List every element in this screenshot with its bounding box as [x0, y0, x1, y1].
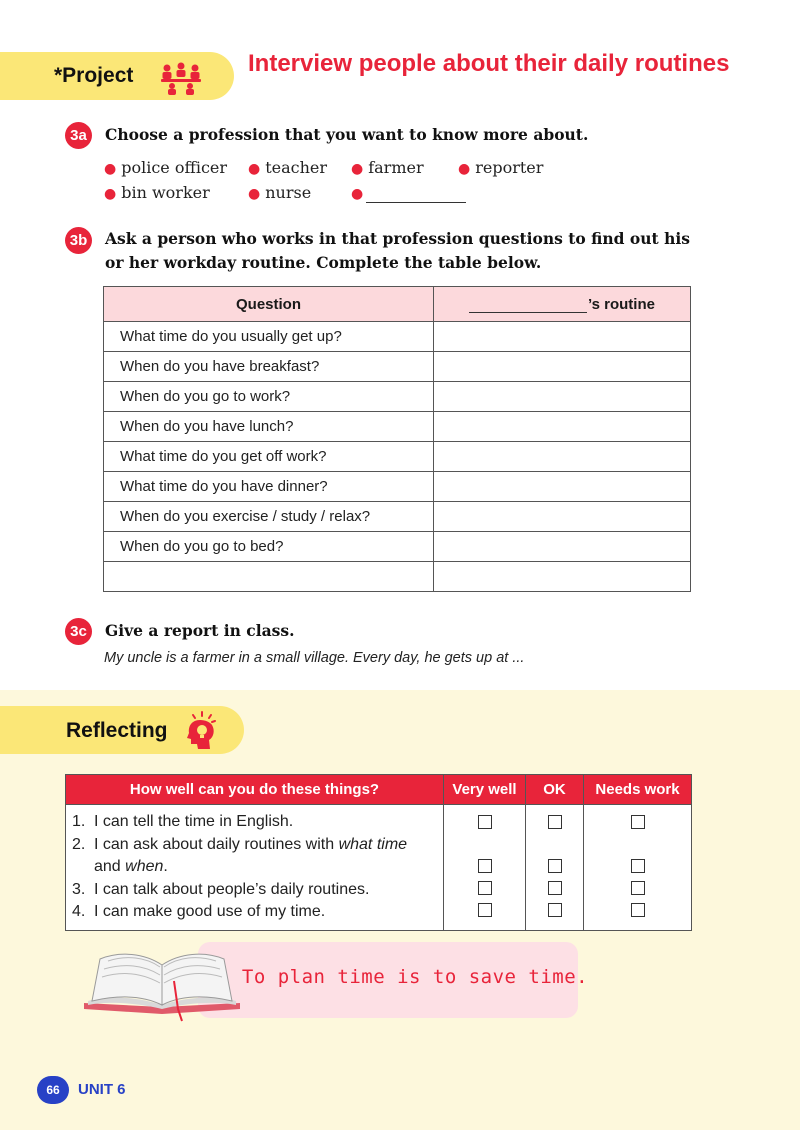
reflect-item: 4. I can make good use of my time. — [72, 903, 326, 920]
answer-cell[interactable] — [434, 382, 691, 412]
option-item: ● teacher — [248, 158, 328, 177]
question-header: Question — [104, 287, 434, 322]
quote-text: To plan time is to save time. — [241, 966, 589, 988]
option-item: ● reporter — [458, 158, 544, 177]
reflecting-table — [65, 774, 692, 931]
option-item: ● bin worker — [104, 183, 210, 202]
table-row — [104, 532, 691, 562]
table-row — [104, 502, 691, 532]
reflect-header-needs-work: Needs work — [584, 775, 692, 805]
name-blank[interactable] — [469, 297, 587, 313]
option-item: ● farmer — [351, 158, 424, 177]
checkbox-very-well[interactable] — [478, 903, 492, 917]
reflect-header-very-well: Very well — [444, 775, 526, 805]
checkbox-ok[interactable] — [548, 903, 562, 917]
table-row — [104, 322, 691, 352]
task-badge-3c: 3c — [65, 618, 92, 645]
task-3c-instruction: Give a report in class. — [105, 621, 295, 640]
reflecting-label: Reflecting — [66, 719, 168, 742]
reflect-item: 1. I can tell the time in English. — [72, 813, 294, 830]
reflect-item: 2. I can ask about daily routines with what time — [72, 835, 408, 853]
table-row — [104, 382, 691, 412]
question-cell: When do you have breakfast? — [104, 352, 434, 382]
task-3a-instruction: Choose a profession that you want to know more about. — [105, 125, 589, 144]
routine-header: ’s routine — [434, 287, 691, 322]
question-cell: When do you exercise / study / relax? — [104, 502, 434, 532]
reflect-header-ok: OK — [526, 775, 584, 805]
reflect-header-skill: How well can you do these things? — [66, 775, 444, 805]
option-item: ● nurse — [248, 183, 312, 202]
option-blank-line[interactable] — [366, 202, 466, 203]
answer-cell[interactable] — [434, 352, 691, 382]
checkbox-ok[interactable] — [548, 815, 562, 829]
table-row — [104, 352, 691, 382]
ok-column — [526, 805, 584, 931]
question-cell[interactable] — [104, 562, 434, 592]
answer-cell[interactable] — [434, 412, 691, 442]
very-well-column — [444, 805, 526, 931]
question-cell: What time do you have dinner? — [104, 472, 434, 502]
task-3b-instruction: Ask a person who works in that profession questions to find out his or her workday routine. Complete the table below. — [105, 229, 690, 272]
task-badge-3a: 3a — [65, 122, 92, 149]
answer-cell[interactable] — [434, 442, 691, 472]
answer-cell[interactable] — [434, 502, 691, 532]
checkbox-very-well[interactable] — [478, 881, 492, 895]
answer-cell[interactable] — [434, 322, 691, 352]
project-title: Interview people about their daily routines — [248, 50, 730, 77]
checkbox-needs-work[interactable] — [631, 881, 645, 895]
example-sentence: My uncle is a farmer in a small village. Every day, he gets up at ... — [104, 650, 525, 666]
option-item-blank: ● — [351, 186, 364, 202]
option-item: ● police officer — [104, 158, 228, 177]
checkbox-needs-work[interactable] — [631, 859, 645, 873]
table-row — [104, 562, 691, 592]
needs-work-column — [584, 805, 692, 931]
reflect-items — [66, 805, 444, 931]
reflect-item-cont: and when. — [94, 858, 168, 875]
answer-cell[interactable] — [434, 562, 691, 592]
answer-cell[interactable] — [434, 472, 691, 502]
table-row — [104, 412, 691, 442]
checkbox-ok[interactable] — [548, 859, 562, 873]
question-cell: When do you have lunch? — [104, 412, 434, 442]
answer-cell[interactable] — [434, 532, 691, 562]
routine-table — [103, 286, 691, 592]
checkbox-very-well[interactable] — [478, 815, 492, 829]
question-cell: When do you go to bed? — [104, 532, 434, 562]
question-cell: What time do you get off work? — [104, 442, 434, 472]
page-number: 66 — [37, 1076, 69, 1104]
table-row — [104, 442, 691, 472]
group-discussion-icon — [159, 60, 203, 96]
checkbox-very-well[interactable] — [478, 859, 492, 873]
reflect-item: 3. I can talk about people’s daily routines. — [72, 880, 370, 898]
checkbox-ok[interactable] — [548, 881, 562, 895]
head-lightbulb-icon — [184, 710, 218, 750]
question-cell: What time do you usually get up? — [104, 322, 434, 352]
task-badge-3b: 3b — [65, 227, 92, 254]
unit-label: UNIT 6 — [78, 1081, 126, 1098]
checkbox-needs-work[interactable] — [631, 815, 645, 829]
project-label: *Project — [54, 64, 134, 87]
checkbox-needs-work[interactable] — [631, 903, 645, 917]
table-row — [104, 472, 691, 502]
question-cell: When do you go to work? — [104, 382, 434, 412]
